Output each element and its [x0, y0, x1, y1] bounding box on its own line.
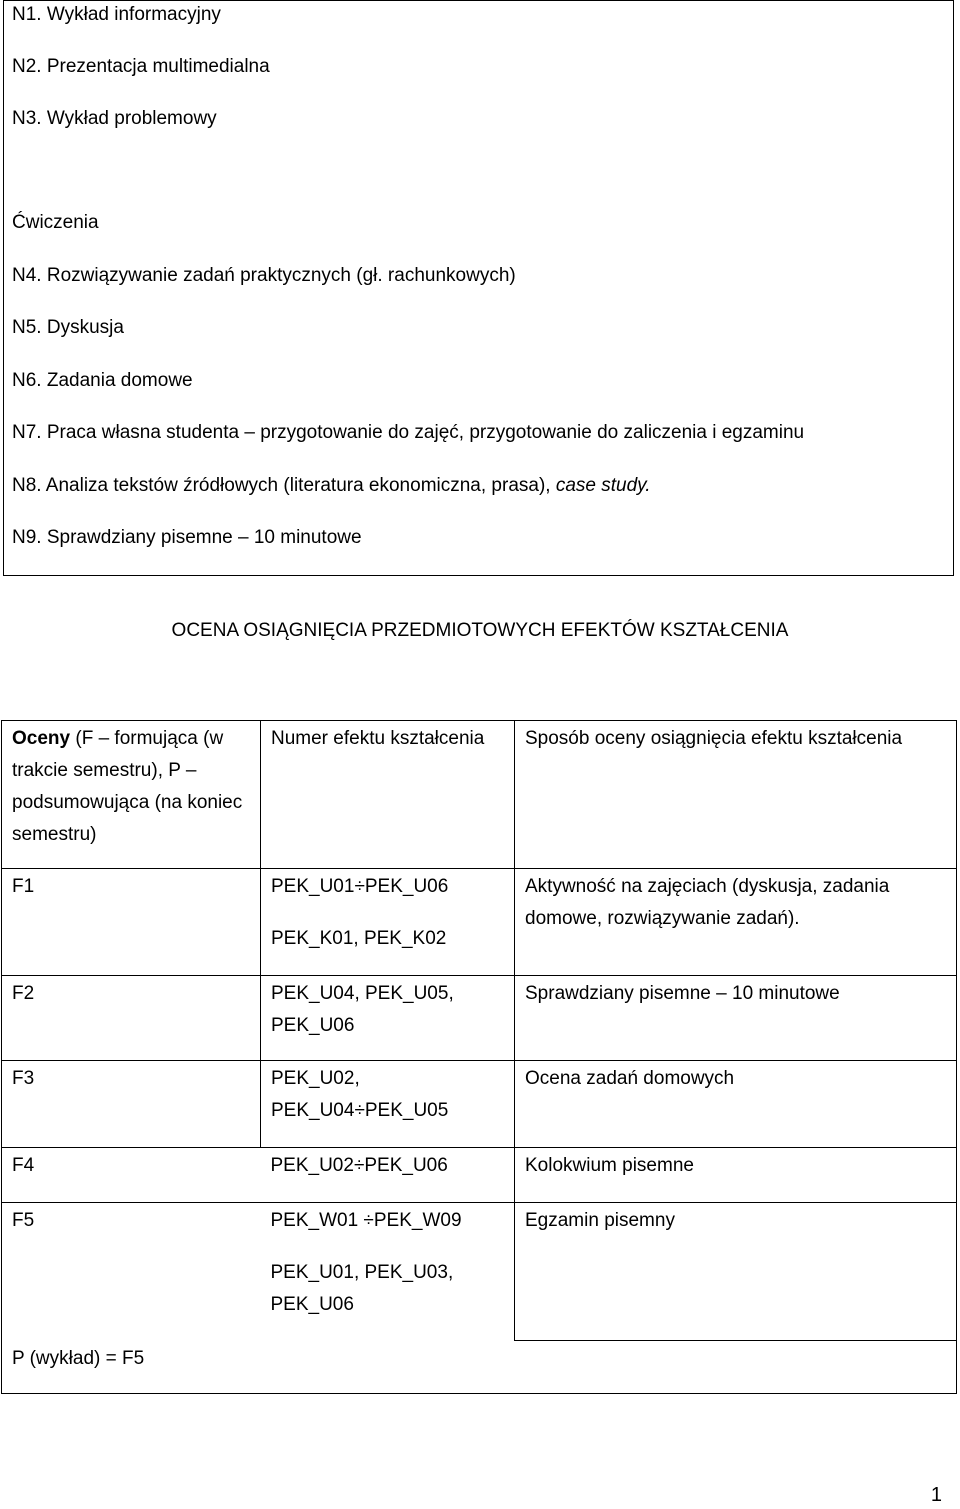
method-n1: N1. Wykład informacyjny	[12, 4, 221, 25]
effect-cell: PEK_U04, PEK_U05, PEK_U06	[261, 976, 515, 1061]
effect-cell: PEK_U02÷PEK_U06	[261, 1148, 515, 1203]
method-n4: N4. Rozwiązywanie zadań praktycznych (gł. rachunkowych)	[12, 265, 516, 286]
method-n7: N7. Praca własna studenta – przygotowanie do zajęć, przygotowanie do zaliczenia i egzaminu	[12, 422, 805, 443]
method-n3: N3. Wykład problemowy	[12, 108, 217, 129]
summary-cell: P (wykład) = F5	[2, 1341, 957, 1394]
assessment-table	[1, 720, 957, 1394]
method-cell: Sprawdziany pisemne – 10 minutowe	[515, 976, 957, 1061]
header-grades-bold: Oceny	[12, 728, 71, 749]
effect-line: PEK_U01, PEK_U03, PEK_U06	[270, 1262, 454, 1315]
effect-cell	[261, 869, 515, 976]
grade-cell: F3	[2, 1061, 261, 1148]
table-row	[2, 869, 957, 976]
method-cell: Aktywność na zajęciach (dyskusja, zadania domowe, rozwiązywanie zadań).	[515, 869, 957, 976]
effect-line: PEK_U01÷PEK_U06	[271, 876, 449, 897]
table-row	[2, 1203, 957, 1341]
method-n5: N5. Dyskusja	[12, 317, 124, 338]
exercises-label: Ćwiczenia	[12, 212, 99, 233]
method-n2: N2. Prezentacja multimedialna	[12, 56, 270, 77]
effect-cell: PEK_U02, PEK_U04÷PEK_U05	[261, 1061, 515, 1148]
method-n8-italic: case study.	[555, 475, 651, 496]
effect-line: PEK_K01, PEK_K02	[271, 928, 447, 949]
method-n8-text: N8. Analiza tekstów źródłowych (literatura ekonomiczna, prasa),	[12, 475, 556, 496]
grade-cell: F2	[2, 976, 261, 1061]
method-n9: N9. Sprawdziany pisemne – 10 minutowe	[12, 527, 362, 548]
assessment-heading: OCENA OSIĄGNIĘCIA PRZEDMIOTOWYCH EFEKTÓW KSZTAŁCENIA	[171, 620, 789, 641]
effect-cell	[261, 1203, 515, 1341]
header-assessment-method: Sposób oceny osiągnięcia efektu kształcenia	[515, 721, 957, 869]
grade-cell: F1	[2, 869, 261, 976]
header-effect-number: Numer efektu kształcenia	[261, 721, 515, 869]
table-row	[2, 976, 957, 1061]
page-number: 1	[930, 1484, 942, 1506]
summary-row	[2, 1341, 957, 1394]
effect-line: PEK_W01 ÷PEK_W09	[270, 1210, 462, 1231]
header-grades-rest: (F – formująca (w trakcie semestru), P – podsumowująca (na koniec semestru)	[12, 728, 243, 845]
method-cell: Ocena zadań domowych	[515, 1061, 957, 1148]
method-cell: Kolokwium pisemne	[515, 1148, 957, 1203]
table-header-row	[2, 721, 957, 869]
method-n6: N6. Zadania domowe	[12, 370, 193, 391]
table-row	[2, 1061, 957, 1148]
table-row	[2, 1148, 957, 1203]
method-cell: Egzamin pisemny	[515, 1203, 957, 1341]
grade-cell: F4	[2, 1148, 261, 1203]
method-n8	[12, 475, 651, 497]
header-grades	[2, 721, 261, 869]
grade-cell: F5	[2, 1203, 261, 1341]
